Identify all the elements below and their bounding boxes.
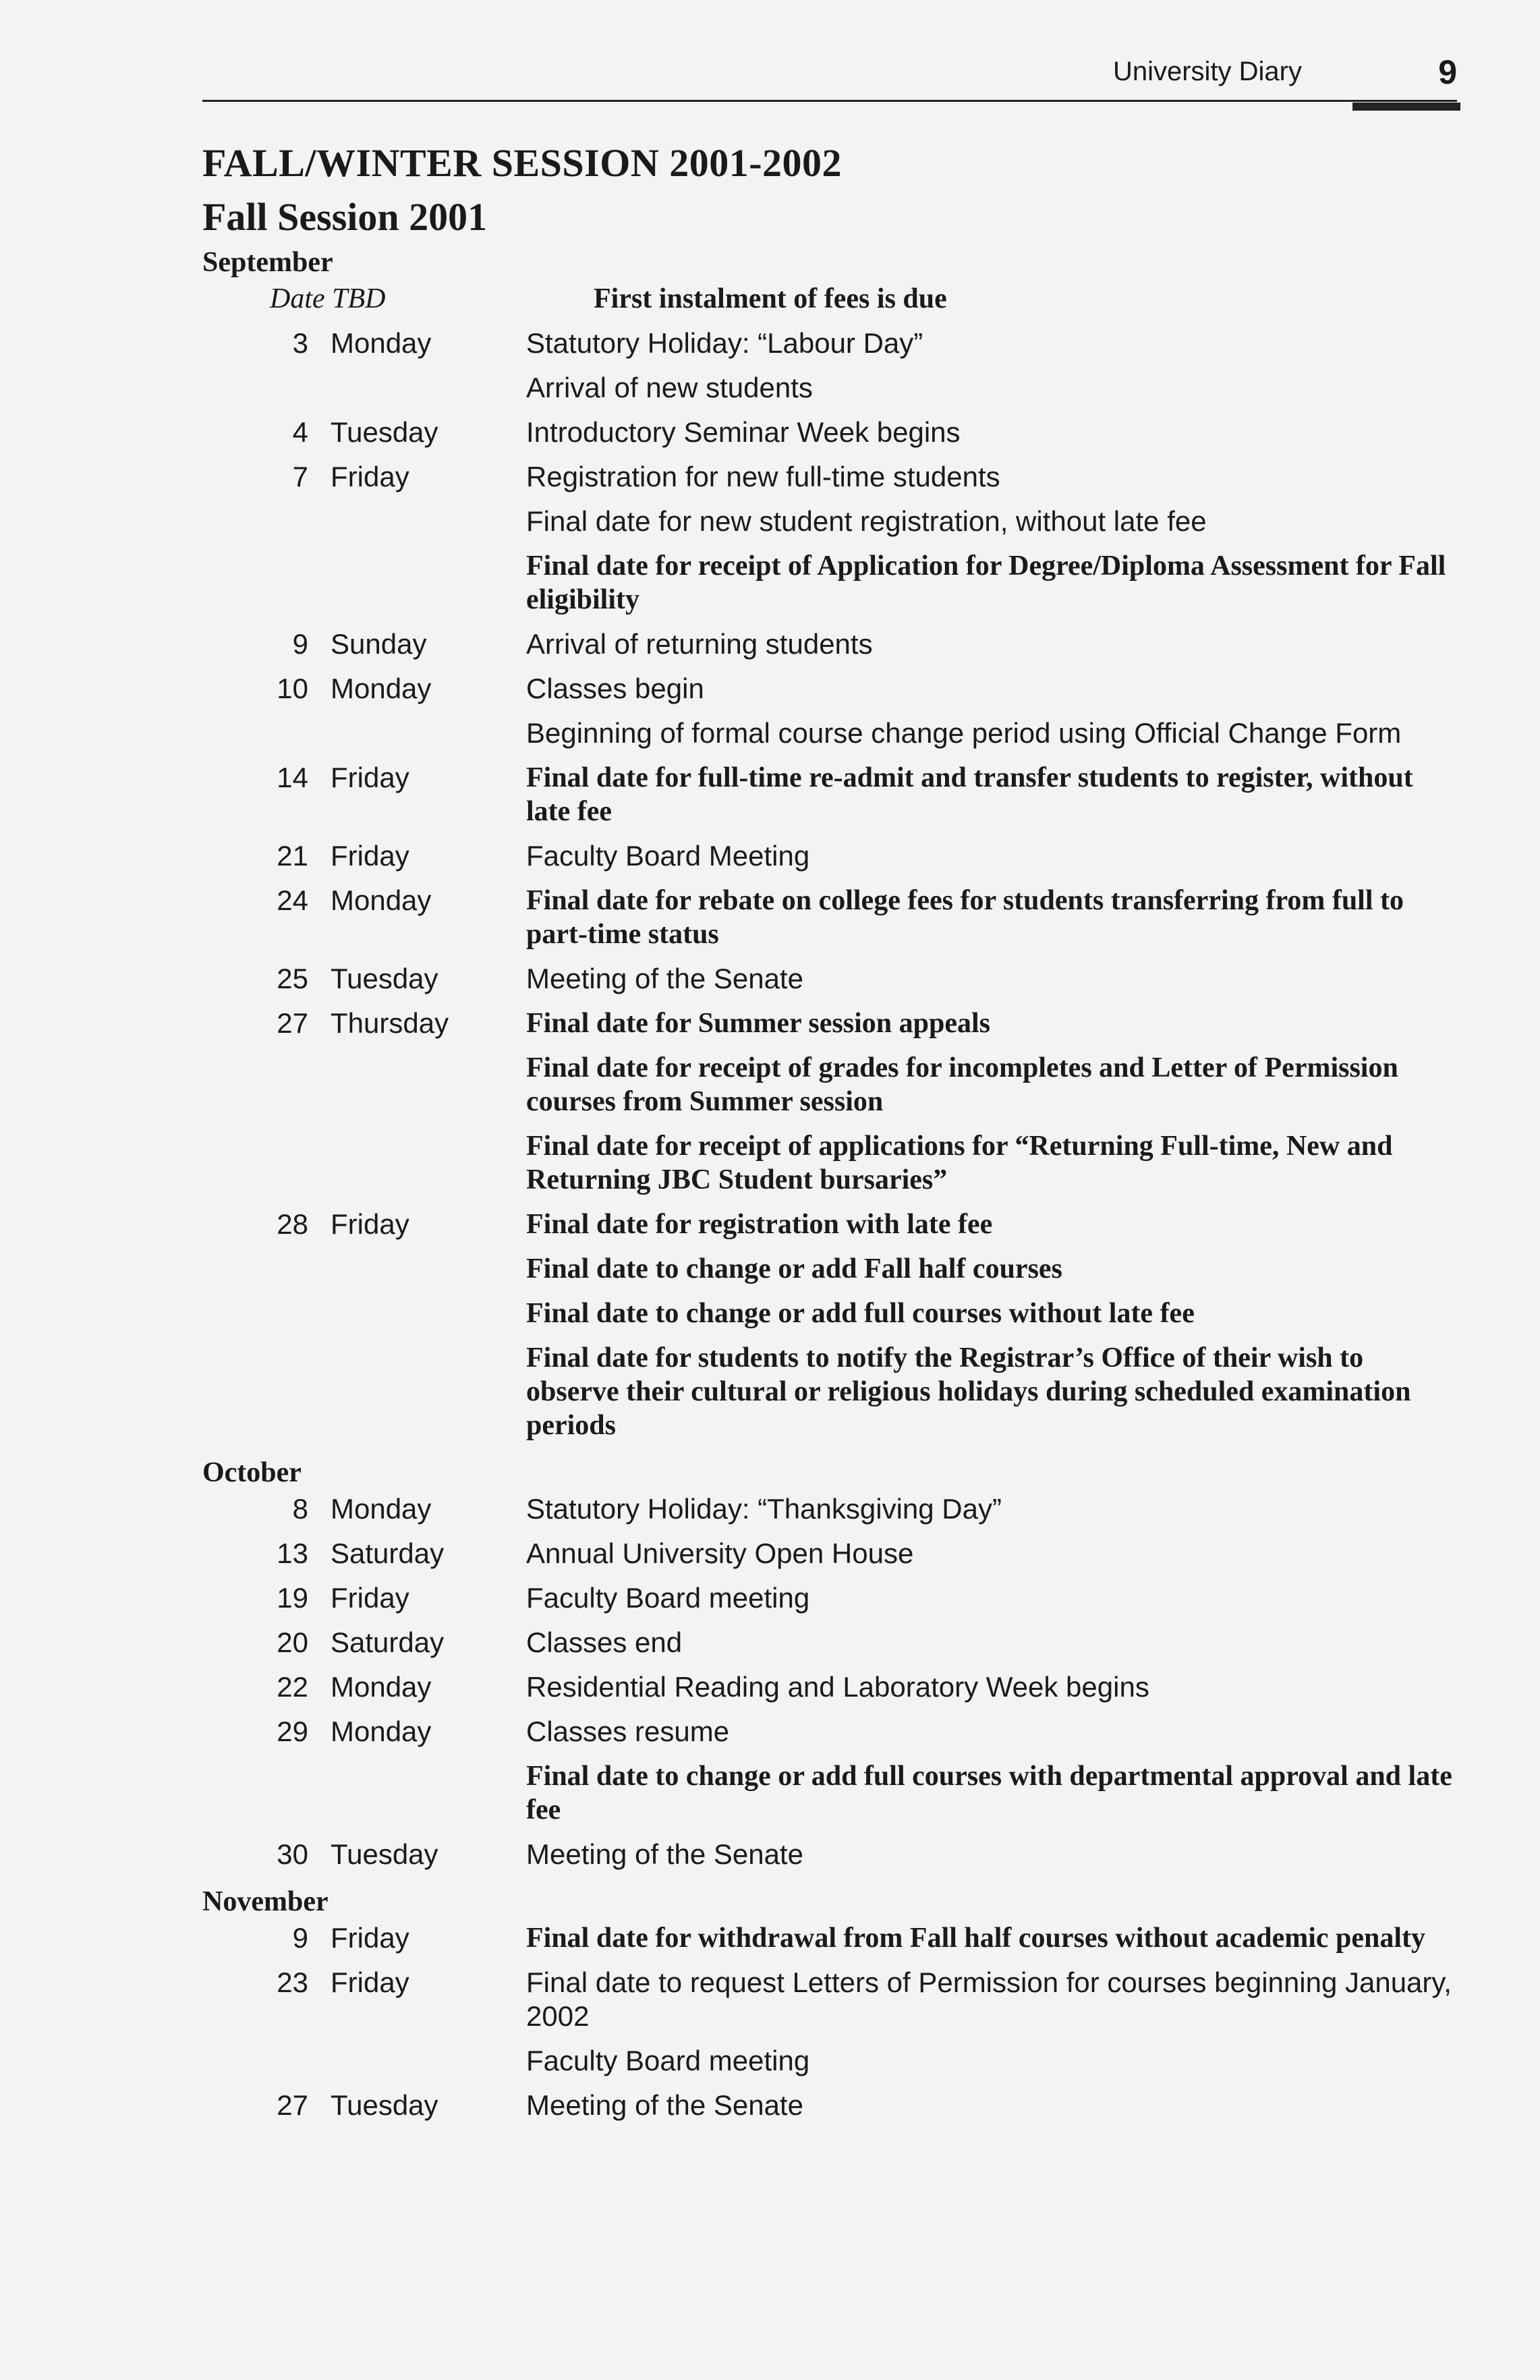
month-heading: September — [202, 247, 333, 278]
row-event: Final date for withdrawal from Fall half courses without academic penalty — [526, 1923, 1426, 1954]
row-day: Friday — [331, 1208, 409, 1240]
row-day: Monday — [331, 884, 432, 916]
calendar-row — [202, 460, 1457, 494]
row-day: Monday — [331, 1671, 432, 1703]
row-event: Statutory Holiday: “Thanksgiving Day” — [526, 1493, 1002, 1525]
running-title: University Diary — [1112, 57, 1302, 86]
row-day: Friday — [331, 1922, 409, 1954]
calendar-row — [202, 1051, 1457, 1118]
row-date: 7 — [292, 461, 308, 492]
row-event: Classes resume — [526, 1716, 730, 1747]
row-event: Final date for rebate on college fees for students transferring from full to part-time status — [526, 885, 1404, 950]
row-event: Meeting of the Senate — [526, 1838, 803, 1870]
row-day: Friday — [331, 1582, 409, 1614]
row-event: Final date for registration with late fee — [526, 1209, 993, 1240]
calendar-row — [202, 416, 1457, 449]
row-day: Tuesday — [331, 1838, 438, 1870]
row-event: Arrival of new students — [526, 372, 813, 403]
row-event: Arrival of returning students — [526, 628, 873, 660]
row-event: Meeting of the Senate — [526, 963, 803, 994]
row-date: 29 — [277, 1716, 308, 1747]
row-event: Faculty Board meeting — [526, 1582, 810, 1614]
row-day: Sunday — [331, 628, 427, 660]
row-date: Date TBD — [270, 283, 386, 314]
row-date: 21 — [277, 840, 308, 872]
row-event: Final date to change or add full courses without late fee — [526, 1298, 1195, 1329]
row-day: Friday — [331, 1966, 409, 1998]
row-day: Monday — [331, 327, 432, 359]
row-event: Final date for receipt of Application for Degree/Diploma Assessment for Fall eligibility — [526, 550, 1446, 615]
row-event: Meeting of the Senate — [526, 2089, 803, 2121]
row-event: Residential Reading and Laboratory Week begins — [526, 1671, 1149, 1703]
row-day: Saturday — [331, 1626, 445, 1658]
row-event: Classes end — [526, 1626, 683, 1658]
session-title: FALL/WINTER SESSION 2001-2002 — [202, 141, 843, 185]
row-day: Tuesday — [331, 963, 438, 994]
row-event: Final date for new student registration, without late fee — [526, 505, 1207, 537]
calendar-row — [202, 1838, 1457, 1871]
row-day: Monday — [331, 673, 432, 704]
calendar-row — [202, 1921, 1457, 1955]
row-day: Tuesday — [331, 416, 438, 448]
calendar-row — [202, 2044, 1457, 2078]
calendar-row — [202, 1007, 1457, 1040]
row-event: Final date to change or add full courses with departmental approval and late fee — [526, 1761, 1452, 1825]
month-heading: November — [202, 1886, 329, 1917]
row-event: Final date for students to notify the Registrar’s Office of their wish to observe their cultural or religious holidays during scheduled examination periods — [526, 1342, 1411, 1441]
calendar-row — [202, 627, 1457, 661]
row-date: 9 — [292, 1922, 308, 1954]
calendar-row — [202, 1297, 1457, 1330]
calendar-row — [202, 672, 1457, 706]
row-date: 3 — [292, 327, 308, 359]
row-event: Annual University Open House — [526, 1537, 914, 1569]
row-event: Faculty Board Meeting — [526, 840, 810, 872]
row-event: Final date to request Letters of Permission for courses beginning January, 2002 — [526, 1966, 1452, 2032]
calendar-row — [202, 1581, 1457, 1615]
row-day: Monday — [331, 1716, 432, 1747]
calendar-row — [202, 1341, 1457, 1442]
row-date: 14 — [277, 762, 308, 793]
row-date: 13 — [277, 1537, 308, 1569]
header-rule — [202, 100, 1457, 102]
page-number: 9 — [1438, 53, 1457, 91]
running-head — [202, 53, 1457, 100]
row-date: 27 — [277, 2089, 308, 2121]
row-day: Saturday — [331, 1537, 445, 1569]
row-event: First instalment of fees is due — [594, 283, 947, 314]
row-date: 20 — [277, 1626, 308, 1658]
row-date: 23 — [277, 1966, 308, 1998]
calendar-row — [202, 2089, 1457, 2122]
row-event: Final date for full-time re-admit and transfer students to register, without late fee — [526, 762, 1413, 827]
calendar-row — [202, 1670, 1457, 1704]
row-day: Monday — [331, 1493, 432, 1525]
row-event: Beginning of formal course change period using Official Change Form — [526, 717, 1402, 749]
content — [202, 135, 1457, 2133]
calendar-row — [202, 282, 1457, 316]
row-date: 10 — [277, 673, 308, 704]
row-date: 28 — [277, 1208, 308, 1240]
row-date: 24 — [277, 884, 308, 916]
row-event: Final date for receipt of applications for “Returning Full-time, New and Returning JBC Student bursaries” — [526, 1131, 1393, 1195]
calendar-row — [202, 962, 1457, 996]
row-date: 27 — [277, 1007, 308, 1039]
row-day: Friday — [331, 461, 409, 492]
calendar-row — [202, 884, 1457, 951]
session-subtitle: Fall Session 2001 — [202, 195, 488, 239]
row-date: 25 — [277, 963, 308, 994]
calendar-row — [202, 505, 1457, 538]
calendar-row — [202, 1208, 1457, 1241]
row-event: Final date to change or add Fall half courses — [526, 1253, 1062, 1284]
row-date: 8 — [292, 1493, 308, 1525]
calendar-row — [202, 1626, 1457, 1660]
calendar-row — [202, 716, 1457, 750]
row-event: Registration for new full-time students — [526, 461, 1000, 492]
row-date: 30 — [277, 1838, 308, 1870]
row-event: Final date for receipt of grades for incompletes and Letter of Permission courses from Summer session — [526, 1052, 1398, 1117]
calendar — [202, 243, 1457, 2122]
calendar-row — [202, 549, 1457, 617]
calendar-row — [202, 327, 1457, 360]
month-heading: October — [202, 1457, 302, 1488]
row-date: 19 — [277, 1582, 308, 1614]
row-day: Friday — [331, 762, 409, 793]
header-rule-tab — [1352, 103, 1460, 111]
row-day: Thursday — [331, 1007, 449, 1039]
row-event: Introductory Seminar Week begins — [526, 416, 961, 448]
row-event: Final date for Summer session appeals — [526, 1008, 990, 1039]
row-event: Classes begin — [526, 673, 704, 704]
row-date: 22 — [277, 1671, 308, 1703]
calendar-row — [202, 1252, 1457, 1286]
calendar-row — [202, 1537, 1457, 1570]
calendar-row — [202, 1715, 1457, 1749]
calendar-row — [202, 1966, 1457, 2033]
calendar-row — [202, 1129, 1457, 1197]
row-date: 4 — [292, 416, 308, 448]
row-day: Tuesday — [331, 2089, 438, 2121]
row-event: Faculty Board meeting — [526, 2045, 810, 2076]
calendar-row — [202, 371, 1457, 405]
calendar-row — [202, 761, 1457, 828]
calendar-row — [202, 839, 1457, 873]
calendar-row — [202, 1759, 1457, 1827]
row-event: Statutory Holiday: “Labour Day” — [526, 327, 923, 359]
row-day: Friday — [331, 840, 409, 872]
row-date: 9 — [292, 628, 308, 660]
calendar-row — [202, 1492, 1457, 1526]
